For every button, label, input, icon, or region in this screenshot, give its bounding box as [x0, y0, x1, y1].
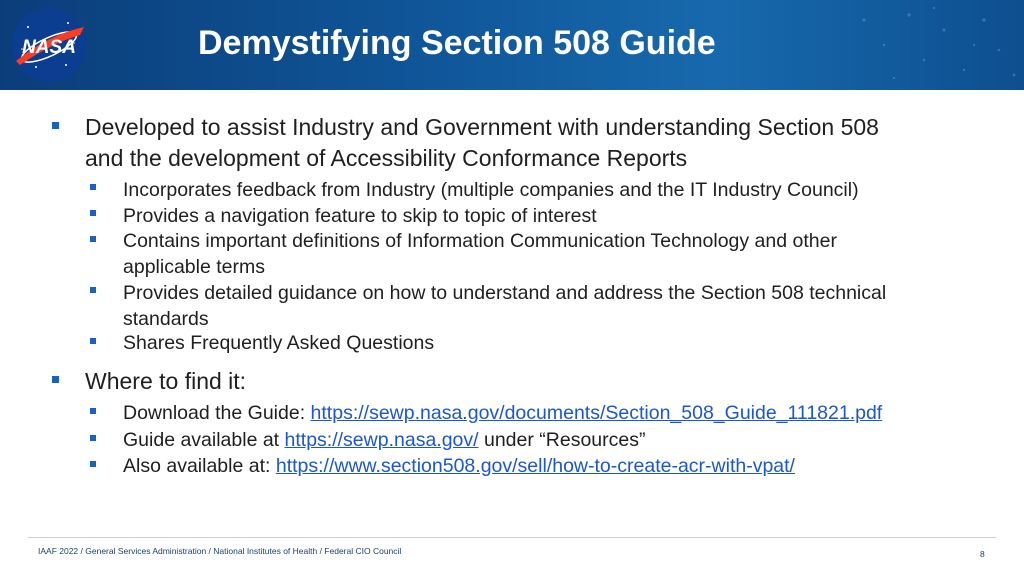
stars-decoration-icon — [824, 0, 1024, 90]
sub-bullet-marker — [90, 287, 96, 293]
page-number: 8 — [980, 549, 985, 559]
guide-pdf-link[interactable]: https://sewp.nasa.gov/documents/Section_508_Guide_111821.pdf — [310, 402, 883, 424]
section508-link[interactable]: https://www.section508.gov/sell/how-to-create-acr-with-vpat/ — [275, 455, 795, 477]
bullet-marker — [52, 376, 59, 383]
sub-bullet-marker — [90, 408, 96, 414]
sub-bullet-marker — [90, 184, 96, 190]
sub-bullet-guidance: Provides detailed guidance on how to understand and address the Section 508 technical standards — [123, 282, 887, 330]
sub-bullet-marker — [90, 210, 96, 216]
sub-bullet-download: Download the Guide: https://sewp.nasa.gov/documents/Section_508_Guide_111821.pdf — [123, 402, 883, 424]
sub-bullet-marker — [90, 461, 96, 467]
footer-divider — [28, 537, 996, 538]
sub-bullet-marker — [90, 435, 96, 441]
title-banner — [0, 0, 1024, 90]
bullet-where-to-find: Where to find it: — [85, 368, 247, 394]
sub-bullet-marker — [90, 338, 96, 344]
slide-title: Demystifying Section 508 Guide — [198, 24, 716, 62]
svg-text:NASA: NASA — [22, 37, 76, 58]
sub-bullet-feedback: Incorporates feedback from Industry (multiple companies and the IT Industry Council) — [123, 179, 859, 201]
sub-bullet-navigation: Provides a navigation feature to skip to topic of interest — [123, 205, 597, 227]
sewp-link[interactable]: https://sewp.nasa.gov/ — [284, 429, 479, 451]
footer-text: IAAF 2022 / General Services Administration / National Institutes of Health / Federal CIO Council — [38, 546, 402, 556]
bullet-developed: Developed to assist Industry and Government with understanding Section 508 and the development of Accessibility Conformance Reports — [85, 114, 879, 171]
sub-bullet-marker — [90, 236, 96, 242]
nasa-logo-icon — [8, 5, 90, 85]
bullet-marker — [52, 122, 59, 129]
sub-bullet-also-available: Also available at: https://www.section508.gov/sell/how-to-create-acr-with-vpat/ — [123, 455, 795, 477]
sub-bullet-guide-available: Guide available at https://sewp.nasa.gov/ under “Resources” — [123, 429, 646, 451]
sub-bullet-definitions: Contains important definitions of Information Communication Technology and other applicable terms — [123, 230, 837, 278]
sub-bullet-faq: Shares Frequently Asked Questions — [123, 332, 435, 354]
